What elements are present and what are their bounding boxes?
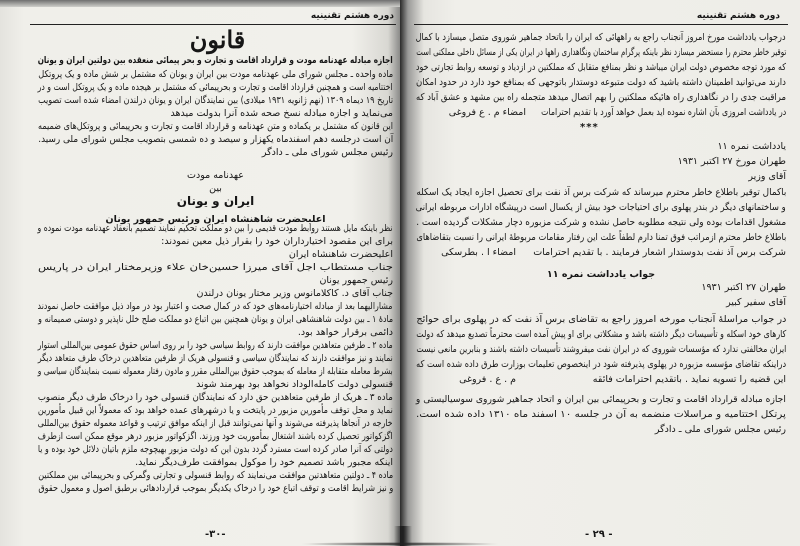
text-line bbox=[416, 422, 786, 437]
text-line-content: قنسولی دولت کامله‌الوداد نخواهد بود بهرمند شوند bbox=[196, 379, 393, 390]
text-line bbox=[38, 287, 393, 300]
page-number: -۳۰- bbox=[205, 529, 226, 540]
text-line-content: می‌نماید و اجازه مبادله نسخ صحه شده آنرا بدولت میدهد bbox=[170, 108, 393, 119]
page-header: دوره هشتم تقنینیه bbox=[696, 11, 780, 21]
text-line-content: اگزکواتور تحصیل کرده باشند اشتغال بمأموریت خود ورزند. اگزکواتور مزبور درهر موقع ممکن است ازطرف bbox=[38, 431, 393, 442]
treaty-sovereigns bbox=[38, 207, 393, 225]
right-page bbox=[400, 0, 800, 546]
header-rule bbox=[414, 24, 788, 25]
text-line-content: مراقبت جدی را در نگاهداری راه هائیکه مملکتین را بهم اتصال میدهد متجمله راه بین مشهد و عشق آباد که bbox=[416, 92, 786, 103]
text-line bbox=[38, 365, 393, 378]
text-line-content: اینکه مجبور باشد تصمیم خود را موکول بموافقت طرف‌دیگر نماید. bbox=[135, 457, 393, 468]
text-line bbox=[416, 185, 786, 200]
text-line bbox=[38, 313, 393, 326]
text-line bbox=[416, 407, 786, 422]
text-line-content: خارجه در آنجاها پذیرفته می‌شوند و آنها نمی‌توانند قبل از اینکه موافق ترتیب و قواعد معموله حقوق بین‌المللی bbox=[38, 418, 393, 429]
text-line-content: اجازه مبادله قرارداد اقامت و تجارت و بحرپیمائی بین ایران و اتحاد جماهیر شوروی سوسیالیستی و bbox=[416, 394, 786, 405]
text-line-content: باکمال توقیر باطلاع خاطر محترم میرساند که شرکت برس آذ نفت برای تحصیل اجازه ایجاد یک اسکله bbox=[416, 187, 786, 198]
text-line bbox=[38, 417, 393, 430]
text-line-content: این قضیه را تسویه نماید . باتقدیم احترامات فائقه bbox=[592, 374, 786, 385]
text-line-content: پرتکل اختتامیه و مراسلات منضمه به آن در جلسه ۱۰ اسفند ماه ۱۳۱۰ داده شده است. bbox=[416, 409, 786, 420]
text-line bbox=[416, 30, 786, 45]
text-line bbox=[38, 482, 393, 495]
text-line-content: نمایند و نیز موافقت دارند که نمایندگان سیاسی و قنسولی هریک از طرفین متعاهدین درخاک طرف متعاهد دیگر bbox=[38, 353, 393, 364]
text-line-content: جواب یادداشت نمره ۱۱ bbox=[546, 269, 656, 280]
text-line bbox=[416, 327, 786, 342]
text-line-content: باطلاع خاطر محترم ازمراتب فوق تمنا دارم لطفاً علت این رفتار مقامات مربوطهٔ ایرانی را نسبت بتقاضاهای bbox=[416, 232, 786, 243]
text-line bbox=[38, 94, 393, 107]
text-line bbox=[416, 312, 786, 327]
text-line-content: آقای وزیر bbox=[748, 171, 786, 182]
text-line-content: اعلیحضرت شاهنشاه ایران bbox=[288, 249, 393, 260]
text-line-content: و نیز شرایط اقامت و توقف اتباع خود را درخاک یکدیگر بموجب قراردادهائی برطبق اصول و معمول حقوق bbox=[38, 483, 393, 494]
text-line bbox=[38, 378, 393, 391]
text-line-content: رئیس مجلس شورای ملی ـ دادگر bbox=[261, 147, 393, 158]
page-header: دوره هشتم تقنینیه bbox=[310, 11, 394, 21]
text-line bbox=[38, 235, 393, 248]
text-line-content: اعلیحضرت شاهنشاه ایران ورئیس جمهور یونان bbox=[105, 214, 326, 225]
signature: م . ع . فروغی bbox=[459, 374, 516, 385]
text-line bbox=[38, 81, 393, 94]
text-line-content: مشارالیهما بعد از مبادله اختیارنامه‌های خود که در کمال صحت و اعتبار بود در مواد ذیل موافقت حاصل نمودند bbox=[38, 301, 393, 312]
text-line bbox=[38, 469, 393, 482]
text-line-content: اختتامیه است و همچنین قرارداد اقامت و تجارت و بحرپیمائی که مشتمل بر هیجده ماده و یک پروتکل است و در bbox=[38, 82, 393, 93]
text-line bbox=[416, 357, 786, 372]
text-line-content: دائمی برقرار خواهد بود. bbox=[297, 327, 393, 338]
text-line bbox=[38, 68, 393, 81]
text-line-content: مادهٔ ۱ ـ بین دولت شاهنشاهی ایران و یونان همچنین بین اتباع دو مملکت صلح خلل ناپذیر و دوستی صمیمانه و bbox=[38, 314, 393, 325]
reply11-signature bbox=[416, 372, 516, 387]
text-line-content: نظر باینکه مایل هستند روابط مودت قدیمی را بین دو مملکت تحکیم نمایند تصمیم بانعقاد عهدنامه مودت نموده و bbox=[38, 223, 393, 234]
text-line bbox=[416, 45, 786, 60]
text-line bbox=[38, 391, 393, 404]
text-line bbox=[38, 326, 393, 339]
text-line-content: این قانون که مشتمل بر یکماده و متن عهدنامه و قرارداد اقامت و تجارت و بحرپیمائی و پروتکل‌های ضمیمه bbox=[38, 121, 393, 132]
treaty-title bbox=[38, 163, 393, 194]
text-line-content: رئیس جمهور یونان bbox=[319, 275, 393, 286]
text-line-content: دارند می‌توانید اطمینان داشته باشید که دولت متبوعه دوستدار باتوجهی که بمنافع خود دارد در حدود امکان bbox=[416, 77, 786, 88]
text-line-content: شرکت برس آذ نفت بدوستدار اشعار فرمایند . با تقدیم احترامات bbox=[533, 247, 786, 258]
text-line-content: بشرط معامله متقابله از معامله که بموجب حقوق بین‌المللی مقرر و مادون رفتار معموله نسبت بنمایندگان سیاسی و bbox=[38, 366, 393, 377]
text-line-content: عهدنامه مودت bbox=[187, 170, 244, 181]
law-body bbox=[38, 68, 393, 159]
text-line bbox=[38, 176, 393, 194]
reply11-title bbox=[416, 262, 786, 280]
law-title: قانون bbox=[189, 25, 246, 54]
text-line bbox=[416, 342, 786, 357]
text-line bbox=[38, 300, 393, 313]
text-line-content: برای این مقصود اختیارداران خود را بقرار ذیل معین نمودند: bbox=[161, 236, 393, 247]
text-line-content: رئیس مجلس شورای ملی ـ دادگر bbox=[654, 424, 786, 435]
treaty-parties bbox=[38, 190, 393, 206]
text-line bbox=[38, 404, 393, 417]
text-line bbox=[38, 163, 393, 181]
text-line bbox=[416, 139, 786, 154]
text-line-content: یادداشت نمره ۱۱ bbox=[717, 141, 786, 152]
text-line bbox=[416, 169, 786, 184]
text-line-content: در یادداشت امروزی بآن اشاره نموده اید بعمل خواهد آورد با تقدیم احترامات bbox=[541, 107, 786, 118]
text-line bbox=[416, 75, 786, 90]
note11-heading bbox=[416, 139, 786, 184]
text-line-content: که مورد توجه مخصوص دولت ایران میباشد و نظر بمنافع متقابل که مملکتین در ازدیاد و توسعه روابط تجارتی خود bbox=[416, 62, 786, 73]
approval-text bbox=[416, 392, 786, 437]
note11-signature bbox=[416, 245, 516, 260]
text-line bbox=[38, 274, 393, 287]
reply11-heading bbox=[416, 280, 786, 310]
text-line-content: ایران و یونان bbox=[176, 194, 255, 208]
text-line bbox=[416, 230, 786, 245]
signature: امضاء م . ع فروغی bbox=[448, 107, 526, 118]
text-line bbox=[416, 295, 786, 310]
text-line bbox=[38, 190, 393, 206]
scan-shadow bbox=[300, 542, 500, 546]
text-line-content: طهران مورخ ۲۷ اکتبر ۱۹۳۱ bbox=[677, 156, 786, 167]
text-line-content: توقیر خاطر محترم را مستحضر میسازد نظر باینکه پرگرام ساختمان ونگاهداری راهها در ایران یکی از مسائل داخلی مملکتی است bbox=[416, 47, 786, 58]
text-line-content: ماده ۳ ـ هریک از طرفین متعاهدین حق دارد که نمایندگان قنسولی خود را درخاک طرف دیگر منصوب bbox=[38, 392, 393, 403]
signature: امضاء ا . بطرسکی bbox=[441, 247, 516, 258]
text-line bbox=[38, 222, 393, 235]
text-line-content: ایران مخالفتی ندارد که مؤسسات شوروی که در ایران نفت میفروشند تأسیسات داشته باشند و بنابرین مانعی نیست bbox=[416, 344, 786, 355]
text-line bbox=[416, 392, 786, 407]
text-line bbox=[416, 262, 786, 280]
text-line-content: بین bbox=[209, 183, 222, 194]
page-number: - ۲۹ - bbox=[585, 529, 613, 540]
text-line bbox=[416, 280, 786, 295]
text-line-content: ماده واحده ـ مجلس شورای ملی عهدنامه مودت بین ایران و یونان که مشتمل بر شش ماده و یک پروتکل bbox=[38, 69, 393, 80]
text-line bbox=[38, 146, 393, 159]
text-line-content: اجازه مبادله عهدنامه مودت و قرارداد اقامت و تجارت و بحر پیمائی منعقده بین دولتین ایران و یونان bbox=[38, 55, 393, 66]
text-line bbox=[416, 90, 786, 105]
text-line bbox=[38, 456, 393, 469]
note-reply-signature bbox=[416, 105, 526, 120]
text-line-content: دراینکه تقاضای مؤسسه مزبوره در پهلوی پذیرفته شود در اینخصوص تعلیمات بوزارت طرق داده شده است که bbox=[416, 359, 786, 370]
text-line bbox=[38, 54, 393, 67]
separator-stars: *** bbox=[580, 122, 599, 133]
text-line-content: کارهای خود اسکله و تأسیسات دیگر داشته باشد و مشکلاتی برای او پیش آمده است محترماً تصدیع میدهد که دولت bbox=[416, 329, 786, 340]
treaty-body bbox=[38, 222, 393, 495]
text-line-content: جناب آقای د. کاکلامانوس وزیر مختار یونان درلندن bbox=[196, 288, 393, 299]
text-line-content: ماده ۴ ـ دولتین متعاهدتین موافقت می‌نمایند که روابط قنسولی و تجارتی وگمرکی و بحرپیمائی بین مملکتین bbox=[38, 470, 393, 481]
text-line bbox=[416, 200, 786, 215]
text-line-content: آن است درجلسه دهم اسفندماه یکهزار و سیصد و ده شمسی بتصویب مجلس شورای ملی رسید. bbox=[38, 134, 393, 145]
text-line-content: و ساختمانهای دیگر در بندر پهلوی برای احتیاجات خود بیش از یکسال است درپیشگاه ادارات مربوطه ایرانی bbox=[416, 202, 786, 213]
text-line bbox=[38, 207, 393, 225]
text-line-content: درجواب یادداشت مورخ امروز آنجناب راجع به راههائی که ایران را باتحاد جماهیر شوروی متصل میسازد با کمال bbox=[416, 32, 786, 43]
text-line-content: طهران ۲۷ اکتبر ۱۹۳۱ bbox=[701, 282, 786, 293]
text-line bbox=[38, 107, 393, 120]
text-line-content: نماید و محل توقف مأمورین مزبور در پایتخت و یا درشهرهای عمده خواهد بود که معمولاً این قبیل مأمورین bbox=[38, 405, 393, 416]
text-line-content: آقای سفیر کبیر bbox=[726, 297, 786, 308]
text-line bbox=[416, 60, 786, 75]
text-line bbox=[38, 133, 393, 146]
text-line bbox=[416, 154, 786, 169]
text-line-content: در جواب مراسلهٔ آنجناب مورخه امروز راجع به تقاضای برس آذ نفت که در پهلوی برای حوائج bbox=[416, 314, 786, 325]
text-line bbox=[38, 430, 393, 443]
text-line bbox=[38, 261, 393, 274]
text-line-content: ماده ۲ ـ طرفین متعاهدین موافقت دارند که روابط سیاسی خود را بر روی اساس حقوق عمومی بین‌المللی استوار bbox=[38, 340, 393, 351]
text-line-content: جناب مستطاب اجل آقای میرزا حسین‌خان علاء وزیرمختار ایران در پاریس bbox=[38, 262, 393, 273]
text-line bbox=[416, 215, 786, 230]
text-line bbox=[38, 443, 393, 456]
text-line-content: تاریخ ۱۹ دیماه ۱۳۰۹ (نهم ژانویه ۱۹۳۱ میلادی) بین نمایندگان ایران و یونان درلندن امضاء شده است تصویب bbox=[38, 95, 393, 106]
law-heading bbox=[38, 54, 393, 67]
text-line bbox=[38, 339, 393, 352]
text-line bbox=[38, 248, 393, 261]
text-line-content: مشغول اقدامات بوده ولی نتیجه مطلوبه حاصل نشده و شرکت مزبوره دچار مشکلات گردیده است . bbox=[416, 217, 786, 228]
scan-shadow bbox=[0, 0, 400, 7]
text-line bbox=[38, 120, 393, 133]
text-line-content: دولتی که آنرا صادر کرده است مسترد گردد بدون این که دولت مزبور بهیچوجه ملزم باتیان دلائل خود بوده و یا bbox=[38, 444, 393, 455]
text-line bbox=[38, 352, 393, 365]
